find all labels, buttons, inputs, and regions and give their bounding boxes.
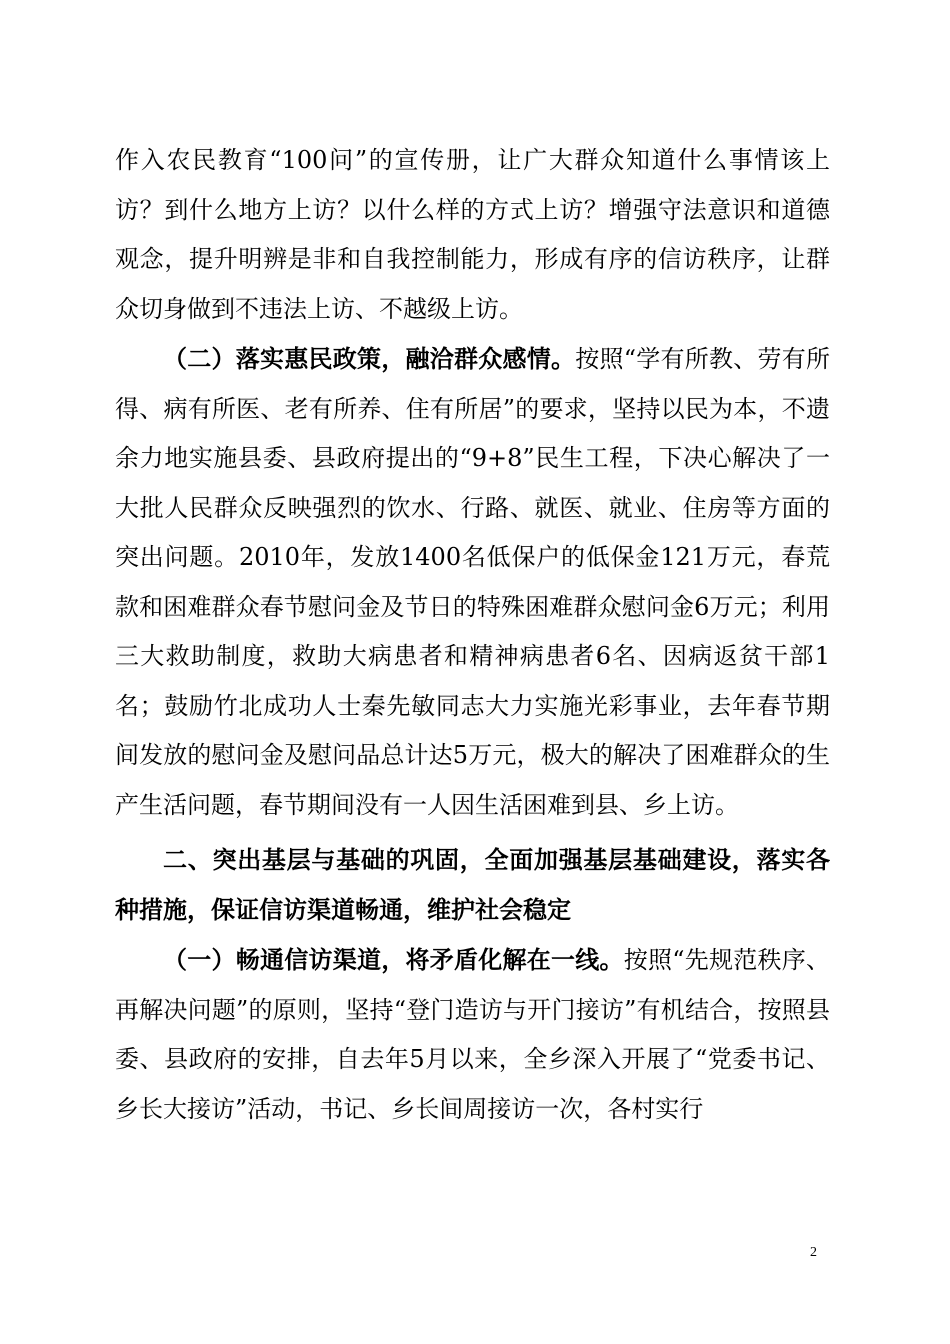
document-body: [115, 136, 830, 1134]
paragraph-policy: [115, 334, 830, 830]
paragraph-lead: （一）畅通信访渠道，将矛盾化解在一线。: [163, 945, 624, 974]
paragraph-text: 按照“先规范秩序、再解决问题”的原则，坚持“登门造访与开门接访”有机结合，按照县委、县政府的安排，自去年5月以来，全乡深入开展了“党委书记、乡长大接访”活动，书记、乡长间周接访一次，各村实行: [115, 946, 830, 1123]
paragraph-text: 作入农民教育“100问”的宣传册，让广大群众知道什么事情该上访？到什么地方上访？以什么样的方式上访？增强守法意识和道德观念，提升明辨是非和自我控制能力，形成有序的信访秩序，让群众切身做到不违法上访、不越级上访。: [115, 146, 830, 323]
section-heading: [115, 836, 830, 935]
paragraph-text: 按照“学有所教、劳有所得、病有所医、老有所养、住有所居”的要求，坚持以民为本，不遗余力地实施县委、县政府提出的“9+8”民生工程，下决心解决了一大批人民群众反映强烈的饮水、行路、就医、就业、住房等方面的突出问题。2010年，发放1400名低保户的低保金121万元，春荒款和困难群众春节慰问金及节日的特殊困难群众慰问金6万元；利用三大救助制度，救助大病患者和精神病患者6名、因病返贫干部1名；鼓励竹北成功人士秦先敏同志大力实施光彩事业，去年春节期间发放的慰问金及慰问品总计达5万元，极大的解决了困难群众的生产生活问题，春节期间没有一人因生活困难到县、乡上访。: [115, 345, 830, 819]
paragraph-channels: [115, 935, 830, 1134]
paragraph-continued: [115, 136, 830, 334]
page-number: 2: [810, 1245, 817, 1260]
paragraph-lead: （二）落实惠民政策，融洽群众感情。: [163, 344, 576, 373]
section-heading-text: 二、突出基层与基础的巩固，全面加强基层基础建设，落实各种措施，保证信访渠道畅通，维护社会稳定: [115, 846, 830, 924]
